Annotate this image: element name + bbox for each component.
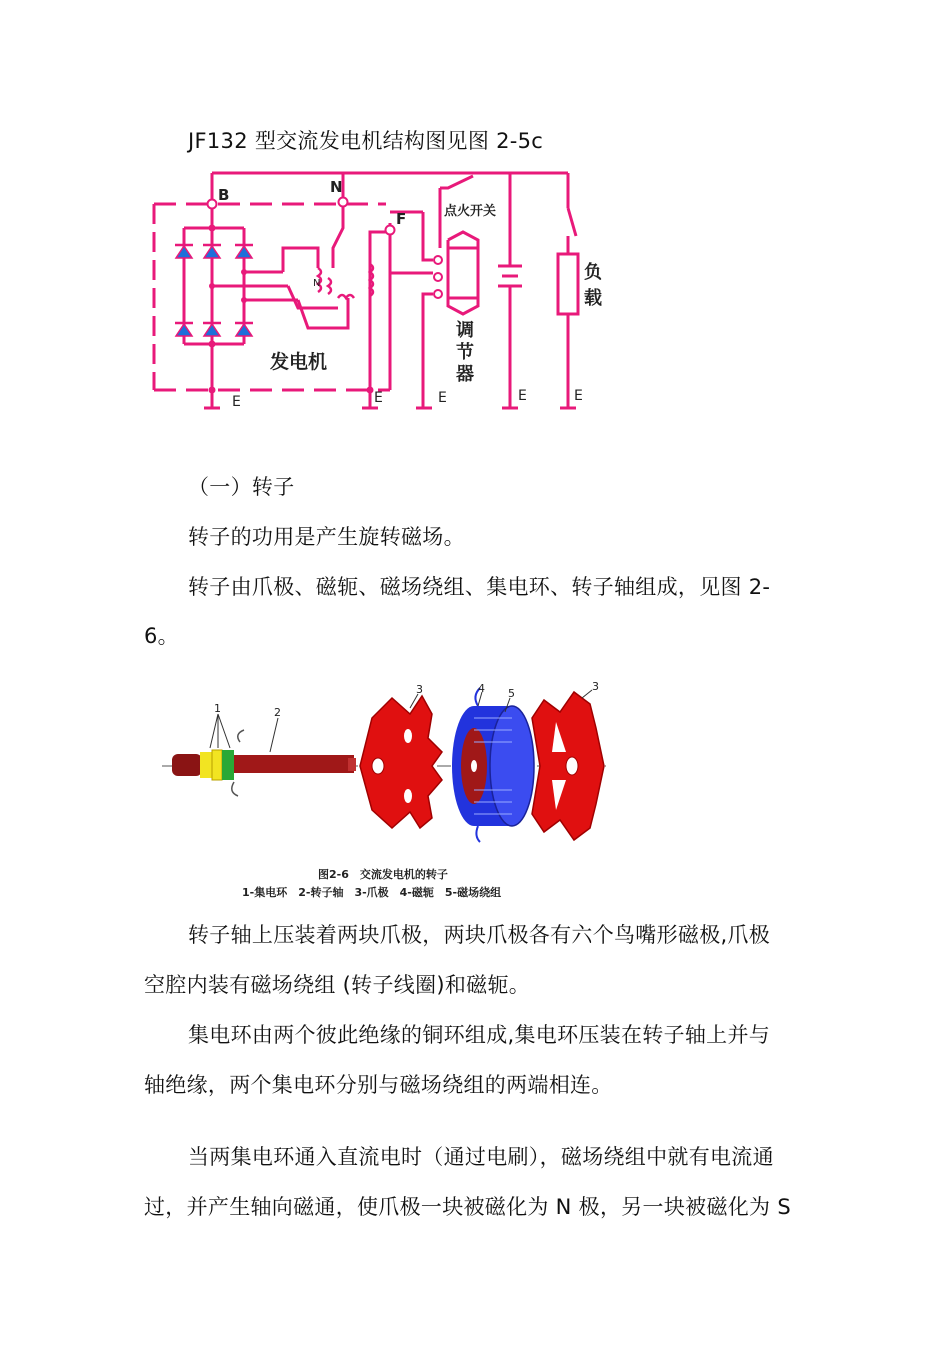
label-regulator-3: 器 — [456, 364, 474, 385]
label-ignition-switch: 点火开关 — [444, 204, 497, 219]
paragraph-5-line-2: 过，并产生轴向磁通，使爪极一块被磁化为 N 极，另一块被磁化为 S — [144, 1195, 791, 1219]
callout-3-front: 3 — [416, 683, 423, 696]
paragraph-4-line-1: 集电环由两个彼此绝缘的铜环组成,集电环压装在转子轴上并与 — [188, 1023, 771, 1047]
label-regulator-2: 节 — [456, 342, 474, 363]
stator-windings — [318, 264, 373, 298]
generator-circuit-diagram — [148, 168, 618, 418]
paragraph-5-line-1: 当两集电环通入直流电时（通过电刷），磁场绕组中就有电流通 — [188, 1145, 774, 1169]
claw-pole-front — [360, 696, 442, 828]
label-f: F — [396, 210, 407, 228]
label-ground-1: E — [232, 394, 241, 410]
paragraph-1: 转子的功用是产生旋转磁场。 — [188, 525, 465, 549]
heading: JF132 型交流发电机结构图见图 2-5c — [188, 129, 544, 153]
figure-caption-title: 图2-6 交流发电机的转子 — [318, 868, 448, 881]
label-b: B — [218, 186, 230, 204]
label-generator: 发电机 — [270, 351, 328, 373]
label-load-1: 负 — [584, 262, 602, 283]
claw-pole-rear — [532, 692, 604, 840]
callout-5: 5 — [508, 687, 515, 700]
paragraph-3-line-1: 转子轴上压装着两块爪极，两块爪极各有六个鸟嘴形磁极,爪极 — [188, 923, 771, 947]
label-n: N — [330, 178, 343, 196]
label-neutral: N — [313, 278, 321, 289]
figure-caption-legend: 1-集电环 2-转子轴 3-爪极 4-磁轭 5-磁场绕组 — [242, 886, 502, 899]
label-load-2: 载 — [584, 288, 602, 309]
callout-4: 4 — [478, 682, 485, 695]
circuit-wires — [154, 173, 578, 408]
label-ground-5: E — [574, 388, 583, 404]
label-regulator-1: 调 — [456, 320, 474, 341]
paragraph-2-line-1: 转子由爪极、磁轭、磁场绕组、集电环、转子轴组成，见图 2- — [188, 575, 771, 599]
label-ground-2: E — [374, 390, 383, 406]
paragraph-4-line-2: 轴绝缘，两个集电环分别与磁场绕组的两端相连。 — [144, 1073, 613, 1097]
paragraph-2-line-2: 6。 — [144, 624, 179, 648]
section-title: （一）转子 — [188, 475, 295, 499]
rotor-shaft — [172, 730, 356, 796]
label-ground-3: E — [438, 390, 447, 406]
callout-3-rear: 3 — [592, 680, 599, 693]
rotor-exploded-figure — [160, 678, 610, 903]
callout-1: 1 — [214, 702, 221, 715]
field-coil-and-yoke — [452, 688, 534, 842]
paragraph-3-line-2: 空腔内装有磁场绕组 (转子线圈)和磁轭。 — [144, 973, 531, 997]
label-ground-4: E — [518, 388, 527, 404]
callout-2: 2 — [274, 706, 281, 719]
